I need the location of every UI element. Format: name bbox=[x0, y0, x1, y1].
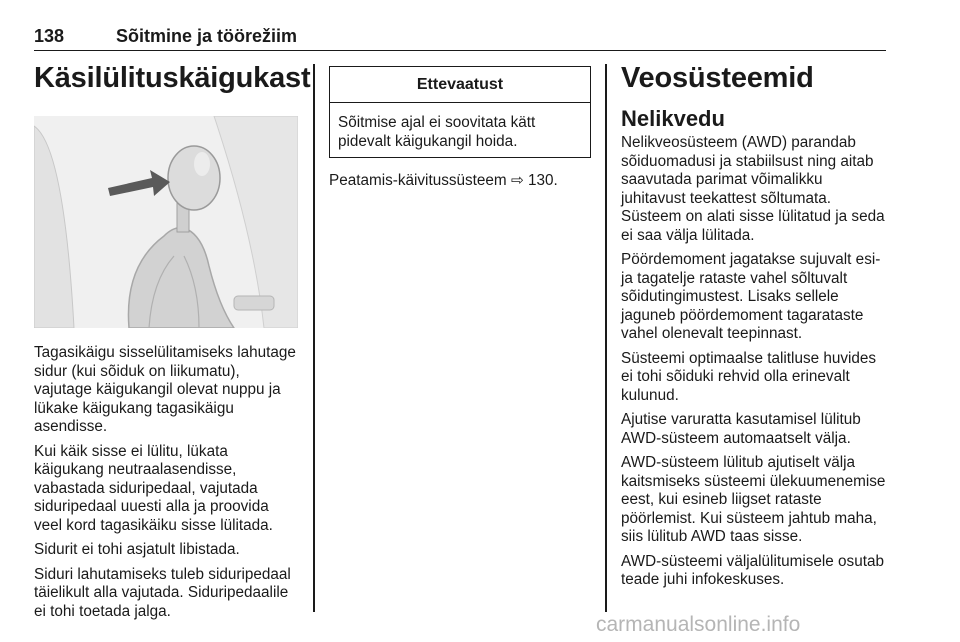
warning-title: Ettevaatust bbox=[330, 67, 590, 103]
paragraph: Nelikveosüsteem (AWD) parandab sõiduomadusi ja stabiilsust ning aitab saavutada parimat võimalikku juhitavust teekattest sõltumata. Süsteem on alati sisse lülitatud ja seda ei saa välja lülitada. bbox=[621, 134, 885, 244]
paragraph: Tagasikäigu sisselülitamiseks lahutage sidur (kui sõiduk on liikumatu), vajutage käigukangil olevat nuppu ja lükake käigukang tagasikäigu asendisse. bbox=[34, 344, 296, 435]
warning-box bbox=[329, 66, 591, 158]
watermark: carmanualsonline.info bbox=[596, 613, 801, 636]
paragraph: Kui käik sisse ei lülitu, lükata käigukang neutraalasendisse, vabastada siduripedaal, vajutada siduripedaal uuesti alla ja proovida veel kord tagasikäiku sisse lülitada. bbox=[34, 442, 273, 534]
warning-body: Sõitmise ajal ei soovitata kätt pidevalt käigukangil hoida. bbox=[338, 114, 536, 150]
page-number: 138 bbox=[34, 26, 65, 46]
column-divider-2 bbox=[605, 64, 607, 612]
reference-text: Peatamis-käivitussüsteem bbox=[329, 172, 507, 189]
arrow-icon: ⇨ bbox=[510, 172, 524, 189]
section-heading-manual-gearbox: Käsilülituskäigukast bbox=[34, 62, 311, 94]
page-header bbox=[34, 26, 886, 51]
column-divider-1 bbox=[313, 64, 315, 612]
subheading-awd: Nelikvedu bbox=[621, 106, 725, 131]
paragraph: Sidurit ei tohi asjatult libistada. bbox=[34, 541, 240, 558]
paragraph: AWD-süsteem lülitub ajutiselt välja kaitsmiseks süsteemi ülekuumenemise eest, kui esineb liigset rataste pöörlemist. Kui süsteem jahtub maha, siis lülitub AWD taas sisse. bbox=[621, 454, 886, 545]
paragraph: Ajutise varuratta kasutamisel lülitub AWD-süsteem automaatselt välja. bbox=[621, 411, 861, 447]
right-text-block bbox=[621, 134, 887, 596]
paragraph: AWD-süsteemi väljalülitumisele osutab teade juhi infokeskuses. bbox=[621, 552, 884, 588]
paragraph: Süsteemi optimaalse talitluse huvides ei tohi sõiduki rehvid olla erinevalt kulunud. bbox=[621, 349, 877, 404]
paragraph: Pöördemoment jagatakse sujuvalt esi- ja tagatelje rataste vahel sõltuvalt sõidutingimustest. Lisaks sellele jaguneb pöördemoment tagarataste vahel olenevalt teepinnast. bbox=[621, 251, 881, 342]
gear-lever-illustration bbox=[34, 116, 298, 328]
gear-shift-image bbox=[34, 116, 298, 328]
left-text-block bbox=[34, 344, 296, 627]
section-heading-drive-systems: Veosüsteemid bbox=[621, 62, 814, 94]
chapter-title: Sõitmine ja töörežiim bbox=[116, 26, 298, 46]
cross-reference bbox=[329, 172, 591, 191]
paragraph: Siduri lahutamiseks tuleb siduripedaal täielikult alla vajutada. Siduripedaalile ei tohi toetada jalga. bbox=[34, 565, 291, 620]
reference-page: 130. bbox=[528, 172, 558, 189]
